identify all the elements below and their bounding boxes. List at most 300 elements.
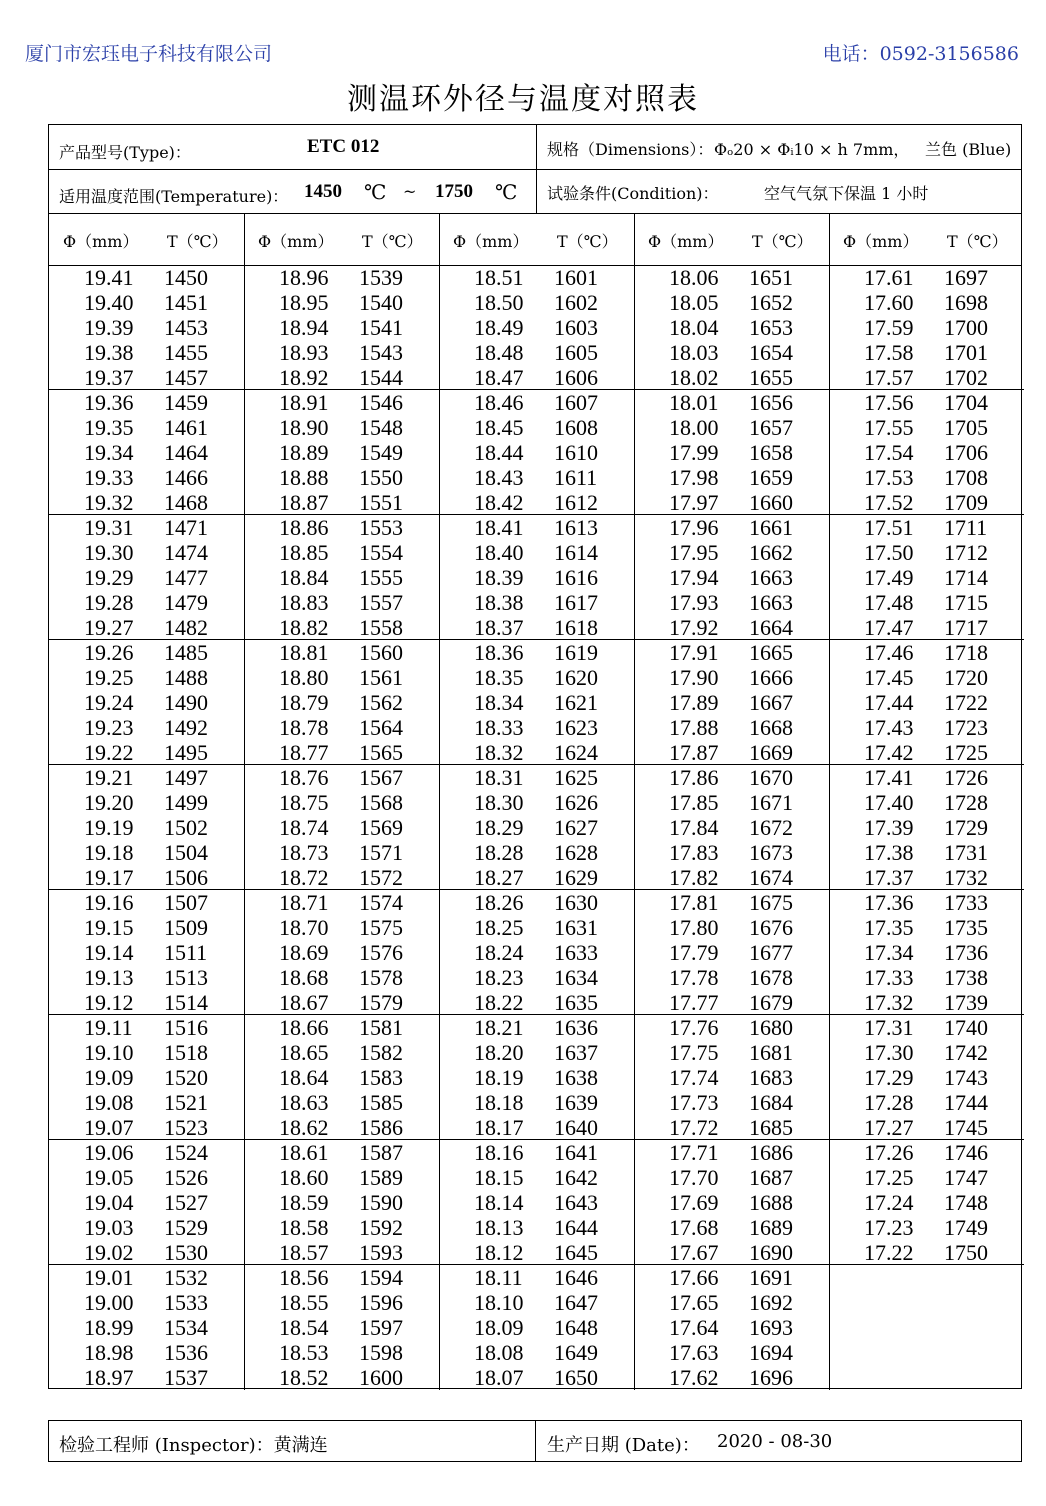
page-title: 测温环外径与温度对照表	[347, 82, 699, 117]
diameter-cell: 19.18	[84, 839, 134, 865]
temperature-cell: 1745	[944, 1114, 988, 1140]
table-row	[244, 541, 439, 566]
diameter-cell: 17.71	[669, 1140, 719, 1165]
table-row	[829, 466, 1024, 491]
temperature-cell: 1679	[749, 989, 793, 1015]
table-row	[829, 391, 1024, 416]
column-header-temperature: T（℃）	[557, 232, 618, 251]
table-row	[49, 716, 244, 741]
table-row	[49, 1066, 244, 1091]
table-row	[49, 866, 244, 891]
table-row	[634, 966, 829, 991]
table-row	[634, 1366, 829, 1391]
temperature-cell: 1665	[749, 640, 793, 665]
diameter-cell: 19.10	[84, 1039, 134, 1065]
column-header-diameter: Φ（mm）	[63, 232, 139, 251]
temperature-cell: 1471	[164, 515, 208, 540]
diameter-cell: 17.45	[864, 664, 914, 690]
diameter-cell: 18.15	[474, 1164, 524, 1190]
temperature-max: 1750	[435, 181, 473, 202]
temperature-cell: 1672	[749, 814, 793, 840]
diameter-cell: 18.06	[669, 265, 719, 290]
diameter-cell: 17.92	[669, 614, 719, 640]
temperature-cell: 1603	[554, 314, 598, 340]
table-row	[439, 766, 634, 791]
diameter-cell: 18.53	[279, 1339, 329, 1365]
diameter-cell: 18.87	[279, 489, 329, 515]
diameter-cell: 18.09	[474, 1314, 524, 1340]
temperature-cell: 1638	[554, 1064, 598, 1090]
row-group	[49, 765, 244, 890]
table-row	[49, 691, 244, 716]
table-row	[634, 1266, 829, 1291]
row-group	[829, 515, 1024, 640]
table-row	[634, 1141, 829, 1166]
temperature-cell: 1485	[164, 640, 208, 665]
row-group	[244, 890, 439, 1015]
table-row	[49, 291, 244, 316]
diameter-cell: 19.34	[84, 439, 134, 465]
diameter-cell: 19.40	[84, 289, 134, 315]
temperature-cell: 1735	[944, 914, 988, 940]
temperature-cell: 1667	[749, 689, 793, 715]
table-row	[439, 1366, 634, 1391]
table-row	[244, 691, 439, 716]
table-row	[634, 916, 829, 941]
diameter-cell: 18.24	[474, 939, 524, 965]
temperature-cell: 1596	[359, 1289, 403, 1315]
diameter-cell: 18.78	[279, 714, 329, 740]
temperature-cell: 1706	[944, 439, 988, 465]
table-row	[829, 616, 1024, 641]
table-row	[49, 416, 244, 441]
diameter-cell: 18.04	[669, 314, 719, 340]
diameter-cell: 19.17	[84, 864, 134, 890]
table-row	[439, 691, 634, 716]
diameter-cell: 18.91	[279, 390, 329, 415]
temperature-cell: 1549	[359, 439, 403, 465]
temperature-cell: 1646	[554, 1265, 598, 1290]
diameter-cell: 17.66	[669, 1265, 719, 1290]
table-row	[634, 641, 829, 666]
temperature-cell: 1645	[554, 1239, 598, 1265]
temperature-cell: 1705	[944, 414, 988, 440]
diameter-cell: 18.37	[474, 614, 524, 640]
temperature-cell: 1602	[554, 289, 598, 315]
temperature-cell: 1698	[944, 289, 988, 315]
diameter-cell: 18.51	[474, 265, 524, 290]
diameter-cell: 17.55	[864, 414, 914, 440]
temperature-cell: 1576	[359, 939, 403, 965]
diameter-cell: 18.97	[84, 1364, 134, 1390]
temperature-cell: 1689	[749, 1214, 793, 1240]
temperature-cell: 1564	[359, 714, 403, 740]
temperature-cell: 1746	[944, 1140, 988, 1165]
diameter-cell: 19.19	[84, 814, 134, 840]
temperature-cell: 1534	[164, 1314, 208, 1340]
table-row	[49, 466, 244, 491]
temperature-cell: 1474	[164, 539, 208, 565]
diameter-cell: 17.47	[864, 614, 914, 640]
temperature-cell: 1520	[164, 1064, 208, 1090]
diameter-cell: 18.43	[474, 464, 524, 490]
row-group	[49, 1140, 244, 1265]
table-row	[439, 841, 634, 866]
diameter-cell: 18.08	[474, 1339, 524, 1365]
temperature-cell: 1529	[164, 1214, 208, 1240]
table-row	[634, 866, 829, 891]
temperature-cell: 1714	[944, 564, 988, 590]
table-row	[439, 491, 634, 516]
row-group	[439, 390, 634, 515]
diameter-cell: 17.38	[864, 839, 914, 865]
diameter-cell: 18.18	[474, 1089, 524, 1115]
temperature-cell: 1616	[554, 564, 598, 590]
table-row	[244, 1066, 439, 1091]
table-row	[634, 716, 829, 741]
table-row	[634, 1341, 829, 1366]
temperature-cell: 1482	[164, 614, 208, 640]
table-row	[49, 891, 244, 916]
temperature-cell: 1677	[749, 939, 793, 965]
table-row	[829, 591, 1024, 616]
table-row	[49, 616, 244, 641]
table-row	[244, 466, 439, 491]
table-row	[634, 741, 829, 766]
temperature-cell: 1611	[554, 464, 598, 490]
diameter-cell: 18.11	[474, 1265, 523, 1290]
table-row	[49, 1041, 244, 1066]
temperature-cell: 1652	[749, 289, 793, 315]
row-group	[634, 1015, 829, 1140]
temperature-cell: 1540	[359, 289, 403, 315]
table-row	[634, 466, 829, 491]
temperature-cell: 1497	[164, 765, 208, 790]
temperature-cell: 1680	[749, 1015, 793, 1040]
table-row	[439, 1141, 634, 1166]
diameter-cell: 18.21	[474, 1015, 524, 1040]
table-row	[829, 691, 1024, 716]
temperature-cell: 1521	[164, 1089, 208, 1115]
diameter-cell: 17.33	[864, 964, 914, 990]
table-row	[439, 966, 634, 991]
table-row	[244, 416, 439, 441]
table-row	[244, 1191, 439, 1216]
table-row	[49, 991, 244, 1016]
table-row	[49, 366, 244, 391]
diameter-cell: 18.49	[474, 314, 524, 340]
diameter-cell: 17.73	[669, 1089, 719, 1115]
temperature-cell: 1675	[749, 890, 793, 915]
diameter-cell: 18.03	[669, 339, 719, 365]
table-row	[829, 1116, 1024, 1141]
diameter-cell: 18.26	[474, 890, 524, 915]
table-row	[49, 391, 244, 416]
table-row	[829, 816, 1024, 841]
temperature-cell: 1526	[164, 1164, 208, 1190]
table-row	[439, 1041, 634, 1066]
table-row	[634, 391, 829, 416]
diameter-cell: 18.89	[279, 439, 329, 465]
table-row	[829, 641, 1024, 666]
diameter-cell: 17.28	[864, 1089, 914, 1115]
temperature-cell: 1673	[749, 839, 793, 865]
diameter-cell: 18.17	[474, 1114, 524, 1140]
temperature-cell: 1666	[749, 664, 793, 690]
diameter-cell: 17.35	[864, 914, 914, 940]
temperature-cell: 1553	[359, 515, 403, 540]
temperature-cell: 1732	[944, 864, 988, 890]
table-row	[829, 916, 1024, 941]
table-row	[634, 291, 829, 316]
table-row	[49, 641, 244, 666]
temperature-cell: 1688	[749, 1189, 793, 1215]
diameter-cell: 18.07	[474, 1364, 524, 1390]
diameter-cell: 17.57	[864, 364, 914, 390]
diameter-cell: 17.91	[669, 640, 719, 665]
table-row	[439, 1116, 634, 1141]
table-row	[439, 816, 634, 841]
temperature-cell: 1562	[359, 689, 403, 715]
table-row	[829, 541, 1024, 566]
diameter-cell: 18.88	[279, 464, 329, 490]
temperature-cell: 1598	[359, 1339, 403, 1365]
diameter-cell: 19.00	[84, 1289, 134, 1315]
temperature-cell: 1664	[749, 614, 793, 640]
table-row	[829, 866, 1024, 891]
temperature-cell: 1551	[359, 489, 403, 515]
table-row	[244, 1091, 439, 1116]
table-row	[439, 991, 634, 1016]
column-header-temperature: T（℃）	[752, 232, 813, 251]
diameter-cell: 17.67	[669, 1239, 719, 1265]
table-row	[439, 1266, 634, 1291]
diameter-cell: 18.71	[279, 890, 329, 915]
table-row	[439, 616, 634, 641]
table-row	[829, 1066, 1024, 1091]
temperature-cell: 1685	[749, 1114, 793, 1140]
row-group	[634, 765, 829, 890]
diameter-cell: 17.88	[669, 714, 719, 740]
diameter-cell: 19.41	[84, 265, 134, 290]
type-label: 产品型号(Type)：	[59, 143, 191, 162]
temperature-cell: 1597	[359, 1314, 403, 1340]
diameter-cell: 18.69	[279, 939, 329, 965]
table-row	[49, 1366, 244, 1391]
table-row	[439, 1291, 634, 1316]
table-row	[244, 1341, 439, 1366]
table-row	[244, 1266, 439, 1291]
diameter-cell: 18.20	[474, 1039, 524, 1065]
table-row	[49, 1316, 244, 1341]
table-row	[439, 566, 634, 591]
table-row	[829, 1191, 1024, 1216]
date-value: 2020 - 08-30	[717, 1431, 833, 1452]
temperature-cell: 1511	[164, 939, 208, 965]
diameter-cell: 18.40	[474, 539, 524, 565]
table-row	[49, 591, 244, 616]
temperature-cell: 1656	[749, 390, 793, 415]
diameter-cell: 18.22	[474, 989, 524, 1015]
temperature-cell: 1546	[359, 390, 403, 415]
diameter-cell: 18.73	[279, 839, 329, 865]
table-row	[829, 766, 1024, 791]
diameter-cell: 19.38	[84, 339, 134, 365]
diameter-cell: 17.76	[669, 1015, 719, 1040]
temperature-cell: 1548	[359, 414, 403, 440]
diameter-cell: 17.30	[864, 1039, 914, 1065]
table-row	[49, 1091, 244, 1116]
table-row	[829, 566, 1024, 591]
temperature-cell: 1744	[944, 1089, 988, 1115]
diameter-cell: 19.25	[84, 664, 134, 690]
diameter-cell: 17.27	[864, 1114, 914, 1140]
row-group	[829, 1015, 1024, 1140]
table-row	[634, 1091, 829, 1116]
diameter-cell: 18.14	[474, 1189, 524, 1215]
diameter-cell: 18.52	[279, 1364, 329, 1390]
diameter-cell: 18.00	[669, 414, 719, 440]
table-row	[244, 741, 439, 766]
temperature-cell: 1619	[554, 640, 598, 665]
temperature-cell: 1634	[554, 964, 598, 990]
row-group	[244, 265, 439, 390]
diameter-cell: 18.42	[474, 489, 524, 515]
temperature-cell: 1668	[749, 714, 793, 740]
diameter-cell: 17.42	[864, 739, 914, 765]
diameter-cell: 18.66	[279, 1015, 329, 1040]
diameter-cell: 19.11	[84, 1015, 133, 1040]
table-row	[829, 1016, 1024, 1041]
row-group	[829, 1265, 1024, 1390]
temperature-cell: 1502	[164, 814, 208, 840]
table-row	[244, 1016, 439, 1041]
diameter-cell: 17.74	[669, 1064, 719, 1090]
table-row	[634, 566, 829, 591]
row-group	[244, 515, 439, 640]
diameter-cell: 17.87	[669, 739, 719, 765]
temperature-cell: 1701	[944, 339, 988, 365]
diameter-cell: 17.75	[669, 1039, 719, 1065]
row-group	[49, 265, 244, 390]
table-row	[244, 441, 439, 466]
table-row	[439, 266, 634, 291]
diameter-cell: 17.31	[864, 1015, 914, 1040]
temperature-cell: 1621	[554, 689, 598, 715]
company-name: 厦门市宏珏电子科技有限公司	[25, 43, 273, 65]
diameter-cell: 18.46	[474, 390, 524, 415]
temperature-cell: 1618	[554, 614, 598, 640]
footer-divider	[535, 1421, 536, 1461]
table-row	[49, 841, 244, 866]
temperature-cell: 1654	[749, 339, 793, 365]
table-row	[439, 1066, 634, 1091]
temperature-cell: 1518	[164, 1039, 208, 1065]
temperature-cell: 1575	[359, 914, 403, 940]
temperature-cell: 1702	[944, 364, 988, 390]
table-row	[829, 1041, 1024, 1066]
color-value: 兰色 (Blue)	[925, 140, 1012, 159]
temperature-cell: 1571	[359, 839, 403, 865]
temperature-cell: 1574	[359, 890, 403, 915]
diameter-cell: 18.13	[474, 1214, 524, 1240]
temperature-cell: 1684	[749, 1089, 793, 1115]
table-row	[49, 491, 244, 516]
diameter-cell: 17.29	[864, 1064, 914, 1090]
temperature-cell: 1567	[359, 765, 403, 790]
temperature-cell: 1728	[944, 789, 988, 815]
diameter-cell: 19.13	[84, 964, 134, 990]
diameter-cell: 18.92	[279, 364, 329, 390]
diameter-cell: 17.23	[864, 1214, 914, 1240]
diameter-cell: 18.29	[474, 814, 524, 840]
temperature-cell: 1479	[164, 589, 208, 615]
temperature-cell: 1629	[554, 864, 598, 890]
diameter-cell: 17.44	[864, 689, 914, 715]
temperature-cell: 1586	[359, 1114, 403, 1140]
diameter-cell: 17.69	[669, 1189, 719, 1215]
diameter-cell: 17.51	[864, 515, 914, 540]
temperature-cell: 1731	[944, 839, 988, 865]
diameter-cell: 17.60	[864, 289, 914, 315]
diameter-cell: 18.95	[279, 289, 329, 315]
table-row	[634, 591, 829, 616]
diameter-cell: 17.81	[669, 890, 719, 915]
temperature-cell: 1661	[749, 515, 793, 540]
table-row	[634, 891, 829, 916]
diameter-cell: 18.63	[279, 1089, 329, 1115]
temperature-cell: 1628	[554, 839, 598, 865]
table-row	[829, 1166, 1024, 1191]
temperature-cell: 1630	[554, 890, 598, 915]
row-group	[244, 640, 439, 765]
diameter-cell: 18.93	[279, 339, 329, 365]
diameter-cell: 18.39	[474, 564, 524, 590]
temperature-cell: 1648	[554, 1314, 598, 1340]
diameter-cell: 18.31	[474, 765, 524, 790]
temperature-cell: 1650	[554, 1364, 598, 1390]
table-row	[49, 1116, 244, 1141]
table-row	[49, 916, 244, 941]
temperature-cell: 1644	[554, 1214, 598, 1240]
diameter-cell: 19.31	[84, 515, 134, 540]
table-row	[634, 1316, 829, 1341]
table-row	[244, 841, 439, 866]
dimensions-value: Φₒ20 × Φᵢ10 × h 7mm，	[714, 140, 910, 159]
table-row	[634, 1291, 829, 1316]
diameter-cell: 19.37	[84, 364, 134, 390]
diameter-cell: 17.22	[864, 1239, 914, 1265]
diameter-cell: 19.21	[84, 765, 134, 790]
temperature-cell: 1536	[164, 1339, 208, 1365]
diameter-cell: 18.82	[279, 614, 329, 640]
temperature-cell: 1658	[749, 439, 793, 465]
temperature-cell: 1693	[749, 1314, 793, 1340]
diameter-cell: 17.50	[864, 539, 914, 565]
temperature-cell: 1711	[944, 515, 988, 540]
table-row	[634, 1041, 829, 1066]
temperature-cell: 1450	[164, 265, 208, 290]
temperature-cell: 1642	[554, 1164, 598, 1190]
row-group	[49, 890, 244, 1015]
table-row	[244, 966, 439, 991]
table-row	[244, 516, 439, 541]
table-row	[244, 566, 439, 591]
diameter-cell: 17.24	[864, 1189, 914, 1215]
diameter-cell: 17.85	[669, 789, 719, 815]
table-row	[49, 1341, 244, 1366]
diameter-cell: 17.95	[669, 539, 719, 565]
